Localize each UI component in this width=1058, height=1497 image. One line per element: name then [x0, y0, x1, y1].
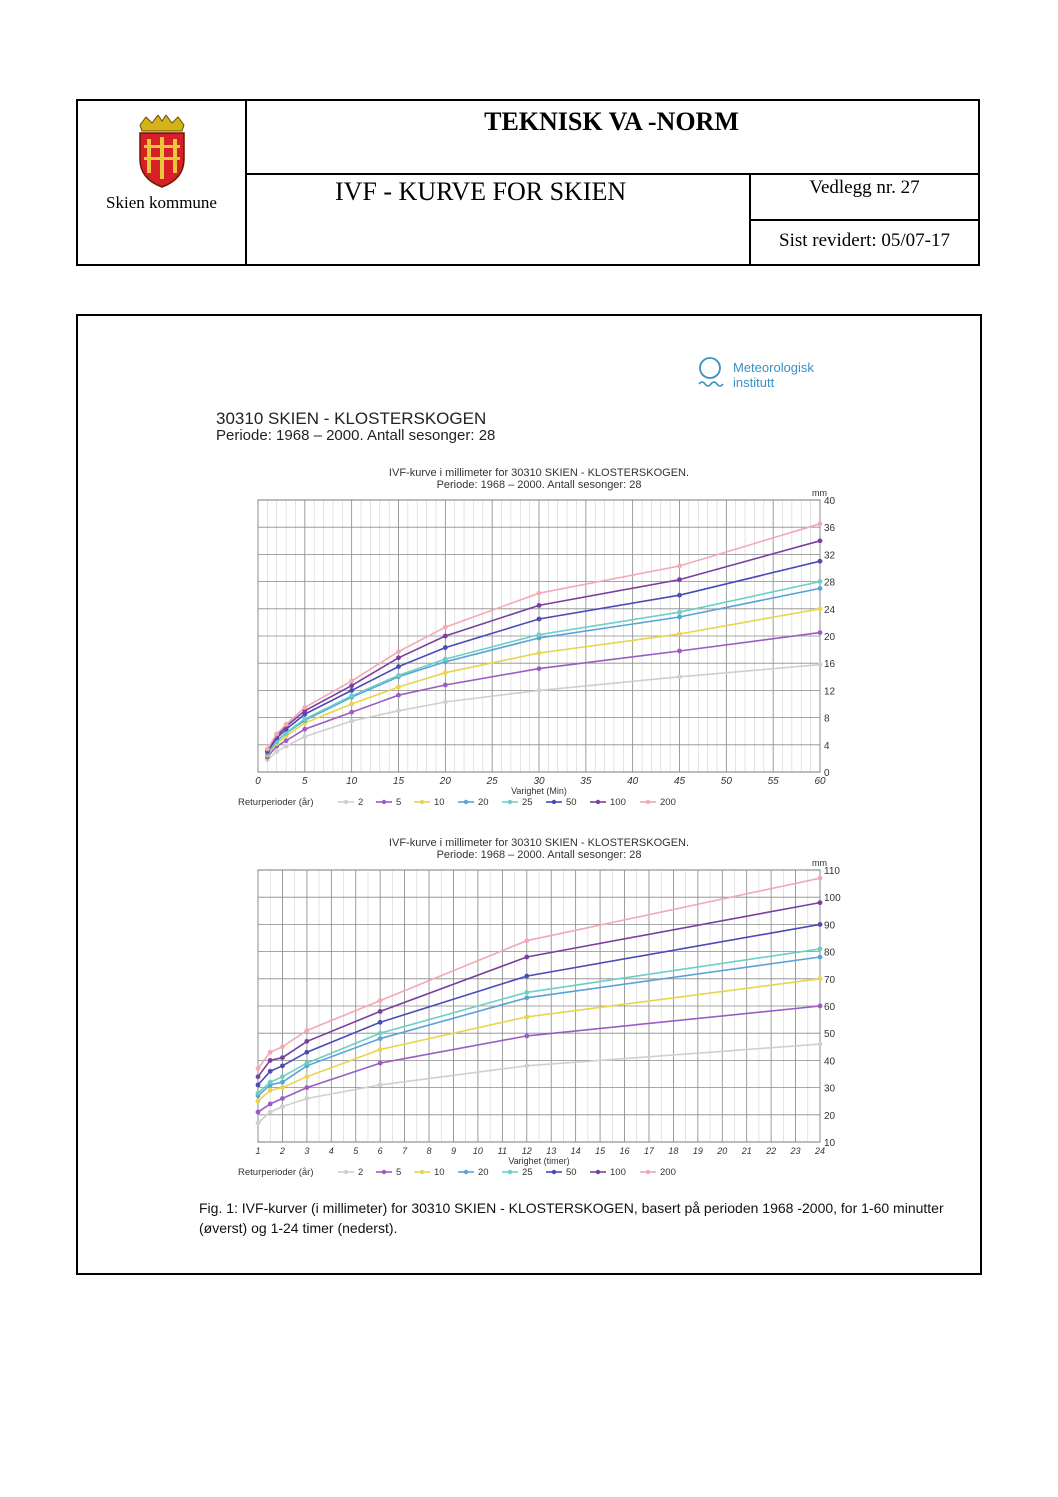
data-point-10: [677, 632, 682, 637]
station-info: [216, 410, 495, 444]
data-point-100: [537, 603, 542, 608]
data-point-100: [443, 634, 448, 639]
data-point-200: [274, 732, 279, 737]
document-subtitle: IVF - KURVE FOR SKIEN: [335, 177, 627, 206]
y-tick-label: 8: [824, 713, 830, 725]
x-tick-label: 12: [521, 1146, 532, 1156]
data-point-25: [268, 1080, 273, 1085]
x-tick-label: 16: [619, 1146, 630, 1156]
data-point-5: [284, 738, 289, 743]
data-point-20: [524, 995, 529, 1000]
legend-marker-50: [552, 800, 556, 804]
data-point-20: [280, 1080, 285, 1085]
x-tick-label: 1: [255, 1146, 261, 1156]
data-point-10: [443, 670, 448, 675]
y-tick-label: 40: [824, 496, 836, 507]
revision-date: Sist revidert: 05/07-17: [779, 230, 950, 251]
x-tick-label: 5: [302, 776, 308, 787]
data-point-50: [304, 1050, 309, 1055]
station-name: 30310 SKIEN - KLOSTERSKOGEN: [216, 409, 487, 428]
y-tick-label: 20: [824, 1110, 836, 1122]
y-axis-label: mm: [812, 488, 827, 498]
legend-marker-10: [420, 800, 424, 804]
logo-cell: [78, 101, 247, 264]
data-point-10: [268, 1088, 273, 1093]
y-tick-label: 110: [824, 866, 840, 877]
data-point-100: [304, 1039, 309, 1044]
data-point-200: [349, 678, 354, 683]
data-point-100: [349, 683, 354, 688]
coat-of-arms-icon: [136, 115, 188, 189]
legend-marker-5: [382, 800, 386, 804]
data-point-5: [349, 710, 354, 715]
y-tick-label: 16: [824, 659, 836, 671]
data-point-2: [304, 1096, 309, 1101]
data-point-50: [396, 664, 401, 669]
data-point-100: [268, 1058, 273, 1063]
data-point-100: [378, 1009, 383, 1014]
station-period: Periode: 1968 – 2000. Antall sesonger: 28: [216, 427, 496, 444]
data-point-2: [302, 734, 307, 739]
data-point-5: [378, 1061, 383, 1066]
legend-marker-100: [596, 1170, 600, 1174]
legend-label-25: 25: [522, 1167, 533, 1178]
data-point-20: [818, 586, 823, 591]
x-tick-label: 2: [279, 1146, 285, 1156]
data-point-200: [302, 705, 307, 710]
data-point-200: [256, 1066, 261, 1071]
data-point-50: [818, 922, 823, 927]
x-tick-label: 9: [450, 1146, 456, 1156]
legend-label-200: 200: [660, 1167, 676, 1178]
data-point-5: [818, 630, 823, 635]
legend-marker-100: [596, 800, 600, 804]
data-point-5: [256, 1110, 261, 1115]
data-point-200: [265, 746, 270, 751]
data-point-10: [280, 1085, 285, 1090]
chart-subtitle: Periode: 1968 – 2000. Antall sesonger: 28: [436, 479, 642, 491]
legend-marker-20: [464, 800, 468, 804]
legend-label-10: 10: [434, 797, 445, 808]
legend-marker-200: [646, 800, 650, 804]
legend-title: Returperioder (år): [238, 1167, 314, 1178]
document-header: [76, 99, 980, 266]
y-tick-label: 20: [824, 632, 836, 643]
data-point-2: [378, 1082, 383, 1087]
data-point-5: [677, 649, 682, 654]
data-point-200: [304, 1028, 309, 1033]
x-tick-label: 3: [304, 1146, 310, 1156]
legend-marker-50: [552, 1170, 556, 1174]
data-point-200: [268, 1050, 273, 1055]
legend-marker-5: [382, 1170, 386, 1174]
legend-marker-25: [508, 800, 512, 804]
legend-marker-20: [464, 1170, 468, 1174]
attachment-number: Vedlegg nr. 27: [751, 173, 978, 221]
y-tick-label: 40: [824, 1056, 836, 1068]
data-point-20: [677, 615, 682, 620]
x-tick-label: 6: [377, 1146, 383, 1156]
data-point-200: [677, 564, 682, 569]
legend-marker-2: [344, 800, 348, 804]
legend-label-2: 2: [358, 1167, 364, 1178]
x-tick-label: 7: [402, 1146, 408, 1156]
x-tick-label: 4: [328, 1146, 334, 1156]
data-point-2: [818, 1042, 823, 1047]
chart-subtitle: Periode: 1968 – 2000. Antall sesonger: 28: [436, 849, 642, 861]
data-point-10: [378, 1047, 383, 1052]
data-point-50: [677, 593, 682, 598]
data-point-200: [818, 876, 823, 881]
y-axis-label: mm: [812, 858, 827, 868]
x-tick-label: 20: [439, 776, 451, 787]
data-point-25: [349, 693, 354, 698]
data-point-5: [443, 683, 448, 688]
data-point-20: [378, 1036, 383, 1041]
met-line2: institutt: [733, 375, 775, 390]
data-point-2: [818, 662, 823, 667]
data-point-2: [349, 719, 354, 724]
data-point-200: [280, 1044, 285, 1049]
x-tick-label: 11: [497, 1146, 508, 1156]
y-tick-label: 4: [824, 740, 830, 752]
x-tick-label: 14: [570, 1146, 581, 1156]
x-tick-label: 55: [767, 776, 779, 787]
y-tick-label: 50: [824, 1029, 836, 1041]
y-tick-label: 12: [824, 686, 836, 698]
x-tick-label: 50: [720, 776, 732, 787]
data-point-10: [818, 606, 823, 611]
met-line1: Meteorologisk: [733, 360, 814, 375]
y-tick-label: 28: [824, 577, 836, 589]
data-point-25: [304, 1061, 309, 1066]
data-point-2: [274, 749, 279, 754]
data-point-10: [349, 702, 354, 707]
data-point-10: [524, 1014, 529, 1019]
data-point-2: [524, 1063, 529, 1068]
y-tick-label: 36: [824, 523, 836, 535]
x-tick-label: 22: [766, 1146, 777, 1156]
data-point-10: [818, 976, 823, 981]
legend-label-100: 100: [610, 1167, 626, 1178]
meta-cell: [749, 173, 978, 264]
data-point-50: [349, 688, 354, 693]
data-point-100: [256, 1074, 261, 1079]
data-point-5: [818, 1004, 823, 1009]
x-tick-label: 13: [546, 1146, 557, 1156]
x-tick-label: 18: [668, 1146, 679, 1156]
data-point-5: [268, 1102, 273, 1107]
data-point-10: [396, 685, 401, 690]
data-point-100: [280, 1055, 285, 1060]
data-point-25: [302, 717, 307, 722]
data-point-25: [378, 1031, 383, 1036]
data-point-2: [677, 674, 682, 679]
x-tick-label: 21: [741, 1146, 752, 1156]
data-point-200: [284, 722, 289, 727]
data-point-5: [302, 727, 307, 732]
x-tick-label: 60: [814, 776, 826, 787]
data-point-2: [256, 1121, 261, 1126]
y-tick-label: 30: [824, 1083, 836, 1095]
legend-marker-25: [508, 1170, 512, 1174]
legend-marker-10: [420, 1170, 424, 1174]
met-institute-logo-icon: [698, 356, 728, 390]
ivf-chart-hours: [238, 834, 858, 1179]
data-point-100: [396, 655, 401, 660]
x-tick-label: 10: [472, 1146, 483, 1156]
data-point-200: [443, 625, 448, 630]
legend-marker-2: [344, 1170, 348, 1174]
data-point-2: [268, 1110, 273, 1115]
x-tick-label: 35: [580, 776, 592, 787]
chart-title: IVF-kurve i millimeter for 30310 SKIEN - KLOSTERSKOGEN.: [388, 467, 690, 479]
x-tick-label: 25: [486, 776, 498, 787]
data-point-25: [537, 632, 542, 637]
legend-label-50: 50: [566, 1167, 577, 1178]
data-point-50: [818, 559, 823, 564]
data-point-2: [537, 688, 542, 693]
x-tick-label: 15: [595, 1146, 606, 1156]
legend-label-100: 100: [610, 797, 626, 808]
x-axis-label: Varighet (timer): [508, 1156, 570, 1166]
data-point-25: [256, 1091, 261, 1096]
data-point-5: [396, 693, 401, 698]
x-axis-label: Varighet (Min): [511, 786, 567, 796]
figure-frame: [76, 314, 982, 1275]
legend-label-2: 2: [358, 797, 364, 808]
data-point-100: [677, 577, 682, 582]
y-tick-label: 80: [824, 947, 836, 959]
ivf-chart-minutes: [238, 464, 858, 809]
data-point-50: [268, 1069, 273, 1074]
data-point-10: [304, 1074, 309, 1079]
data-point-25: [524, 990, 529, 995]
legend-label-20: 20: [478, 797, 489, 808]
legend-label-5: 5: [396, 797, 402, 808]
y-tick-label: 90: [824, 920, 836, 932]
data-point-5: [524, 1034, 529, 1039]
data-point-2: [284, 744, 289, 749]
x-tick-label: 19: [692, 1146, 703, 1156]
data-point-2: [280, 1104, 285, 1109]
title-row: [245, 101, 978, 175]
y-tick-label: 0: [824, 768, 830, 779]
legend-label-5: 5: [396, 1167, 402, 1178]
data-point-2: [396, 708, 401, 713]
data-point-50: [256, 1082, 261, 1087]
data-point-10: [537, 651, 542, 656]
chart-title: IVF-kurve i millimeter for 30310 SKIEN - KLOSTERSKOGEN.: [388, 837, 690, 849]
legend-label-20: 20: [478, 1167, 489, 1178]
legend-label-200: 200: [660, 797, 676, 808]
data-point-5: [280, 1096, 285, 1101]
data-point-200: [378, 998, 383, 1003]
data-point-100: [524, 955, 529, 960]
met-institute-name: [733, 360, 814, 390]
x-tick-label: 5: [353, 1146, 359, 1156]
data-point-50: [280, 1063, 285, 1068]
page-title: TEKNISK VA -NORM: [484, 107, 739, 136]
x-tick-label: 10: [346, 776, 358, 787]
x-tick-label: 0: [255, 776, 261, 787]
org-name: Skien kommune: [106, 193, 217, 212]
figure-caption: Fig. 1: IVF-kurver (i millimeter) for 30310 SKIEN - KLOSTERSKOGEN, basert på perioden 1968 -2000, for 1-60 minutter (øverst) og 1-24 timer (nederst).: [199, 1200, 944, 1236]
x-tick-label: 30: [533, 776, 545, 787]
data-point-20: [818, 955, 823, 960]
y-tick-label: 70: [824, 974, 836, 986]
y-tick-label: 100: [824, 893, 841, 905]
data-point-50: [537, 617, 542, 622]
legend-label-50: 50: [566, 797, 577, 808]
data-point-25: [818, 946, 823, 951]
data-point-200: [396, 649, 401, 654]
x-tick-label: 40: [627, 776, 639, 787]
data-point-25: [396, 673, 401, 678]
data-point-50: [378, 1020, 383, 1025]
x-tick-label: 15: [392, 776, 405, 787]
data-point-200: [537, 591, 542, 596]
data-point-50: [524, 974, 529, 979]
legend-title: Returperioder (år): [238, 797, 314, 808]
y-tick-label: 32: [824, 550, 836, 562]
x-tick-label: 17: [643, 1146, 654, 1156]
x-tick-label: 20: [717, 1146, 728, 1156]
data-point-5: [537, 666, 542, 671]
x-tick-label: 23: [790, 1146, 801, 1156]
data-point-5: [304, 1085, 309, 1090]
data-point-200: [818, 521, 823, 526]
data-point-50: [443, 645, 448, 650]
data-point-25: [818, 579, 823, 584]
data-point-10: [256, 1099, 261, 1104]
y-tick-label: 60: [824, 1002, 836, 1013]
data-point-2: [443, 700, 448, 705]
data-point-25: [280, 1074, 285, 1079]
legend-label-25: 25: [522, 797, 533, 808]
data-point-25: [677, 610, 682, 615]
y-tick-label: 10: [824, 1138, 836, 1149]
legend-marker-200: [646, 1170, 650, 1174]
data-point-200: [524, 938, 529, 943]
x-tick-label: 8: [426, 1146, 432, 1156]
data-point-100: [818, 900, 823, 905]
x-tick-label: 24: [814, 1146, 826, 1156]
x-tick-label: 45: [673, 776, 686, 787]
legend-label-10: 10: [434, 1167, 445, 1178]
y-tick-label: 24: [824, 604, 836, 616]
data-point-100: [818, 538, 823, 543]
data-point-25: [443, 657, 448, 662]
